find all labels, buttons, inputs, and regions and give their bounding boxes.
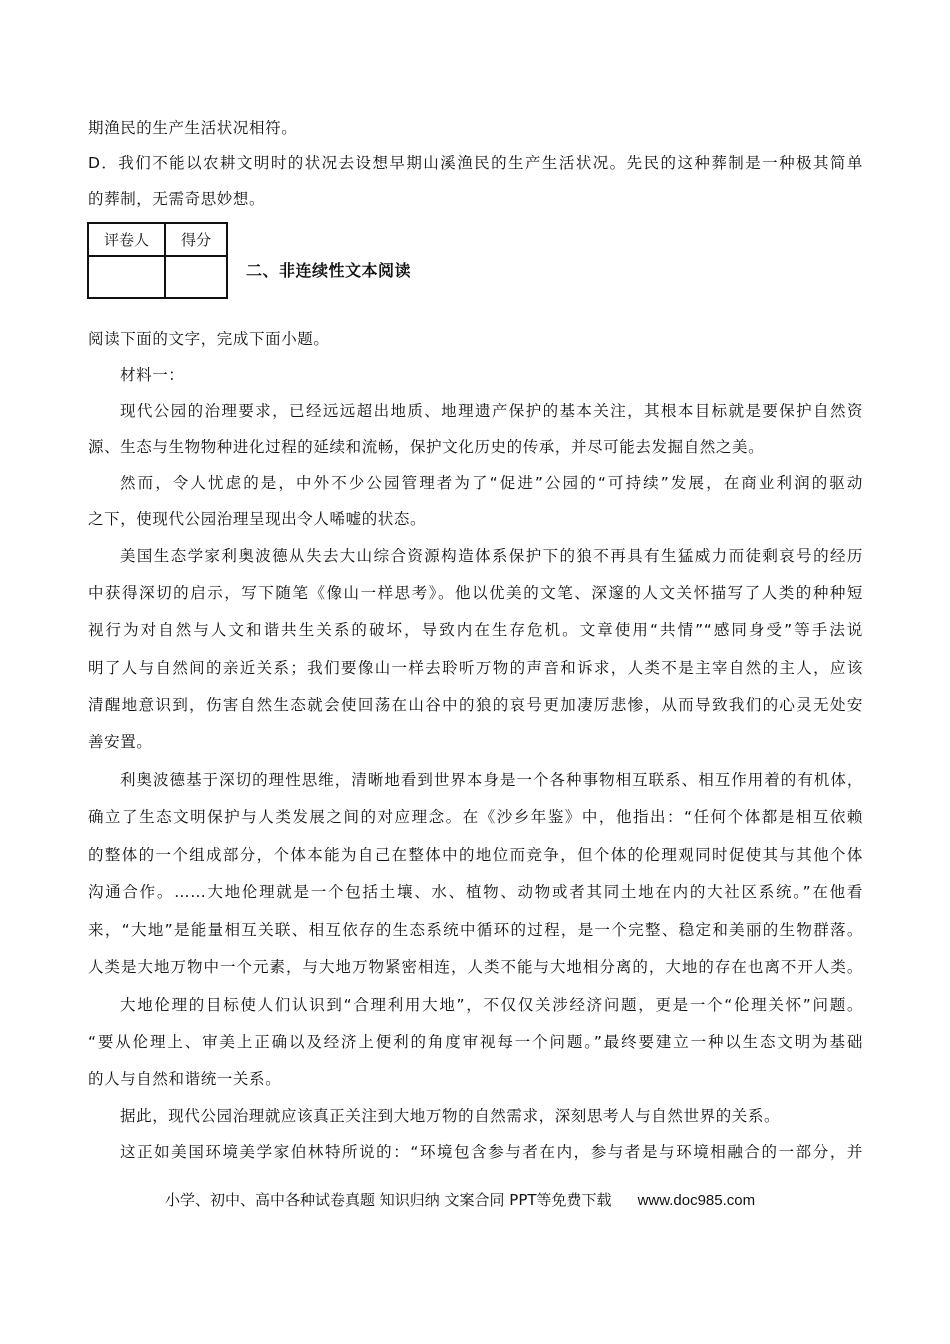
paragraph-2-line-1: 然而，令人忧虑的是，中外不少公园管理者为了“促进”公园的“可持续”发展，在商业利润的驱动 — [120, 474, 863, 492]
score-table — [87, 222, 228, 299]
paragraph-2-line-2: 之下，使现代公园治理呈现出令人唏嘘的状态。 — [88, 510, 427, 528]
reviewer-header: 评卷人 — [88, 223, 165, 256]
material-label: 材料一： — [120, 366, 185, 384]
score-header: 得分 — [165, 223, 227, 256]
paragraph-3-line-2: 中获得深切的启示，写下随笔《像山一样思考》。他以优美的文笔、深邃的人文关怀描写了人类的种种短 — [88, 584, 863, 602]
paragraph-4-line-3: 的整体的一个组成部分，个体本能为自己在整体中的地位而竞争，但个体的伦理观同时促使其与其他个体 — [88, 846, 863, 864]
paragraph-3-line-3: 视行为对自然与人文和谐共生关系的破坏，导致内在生存危机。文章使用“共情”“感同身受”等手法说 — [88, 621, 863, 639]
reviewer-cell — [88, 256, 165, 298]
option-c-tail: 期渔民的生产生活状况相符。 — [88, 119, 298, 137]
paragraph-4-line-6: 人类是大地万物中一个元素，与大地万物紧密相连，人类不能与大地相分离的，大地的存在也离不开人类。 — [88, 958, 863, 976]
paragraph-4-line-5: 来，“大地”是能量相互关联、相互依存的生态系统中循环的过程，是一个完整、稳定和美丽的生物群落。 — [88, 921, 863, 939]
paragraph-4-line-1: 利奥波德基于深切的理性思维，清晰地看到世界本身是一个各种事物相互联系、相互作用着的有机体， — [120, 771, 863, 789]
paragraph-7-line-1: 这正如美国环境美学家伯林特所说的：“环境包含参与者在内，参与者是与环境相融合的一部分，并 — [120, 1143, 863, 1161]
paragraph-1-line-1: 现代公园的治理要求，已经远远超出地质、地理遗产保护的基本关注，其根本目标就是要保护自然资 — [120, 402, 863, 420]
paragraph-3-line-6: 善安置。 — [88, 733, 153, 751]
paragraph-5-line-1: 大地伦理的目标使人们认识到“合理利用大地”，不仅仅关涉经济问题，更是一个“伦理关怀”问题。 — [120, 996, 863, 1014]
page-footer — [165, 1190, 755, 1211]
footer-text: 小学、初中、高中各种试卷真题 知识归纳 文案合同 PPT等免费下载 — [165, 1191, 612, 1209]
paragraph-3-line-5: 清醒地意识到，伤害自然生态就会使回荡在山谷中的狼的哀号更加凄厉悲惨，从而导致我们的心灵无处安 — [88, 696, 863, 714]
paragraph-4-line-4: 沟通合作。……大地伦理就是一个包括土壤、水、植物、动物或者其同土地在内的大社区系统。”在他看 — [88, 883, 863, 901]
paragraph-5-line-2: “要从伦理上、审美上正确以及经济上便利的角度审视每一个问题。”最终要建立一种以生态文明为基础 — [88, 1033, 863, 1051]
paragraph-6-line-1: 据此，现代公园治理就应该真正关注到大地万物的自然需求，深刻思考人与自然世界的关系。 — [120, 1107, 781, 1125]
paragraph-1-line-2: 源、生态与生物物种进化过程的延续和流畅，保护文化历史的传承，并尽可能去发掘自然之美。 — [88, 438, 765, 456]
paragraph-5-line-3: 的人与自然和谐统一关系。 — [88, 1070, 282, 1088]
instruction: 阅读下面的文字，完成下面小题。 — [88, 330, 330, 348]
paragraph-4-line-2: 确立了生态文明保护与人类发展之间的对应理念。在《沙乡年鉴》中，他指出：“任何个体都是相互依赖 — [88, 808, 863, 826]
score-cell — [165, 256, 227, 298]
option-d-line-2: 的葬制，无需奇思妙想。 — [88, 190, 266, 208]
footer-url[interactable]: www.doc985.com — [637, 1192, 756, 1209]
option-d-line-1: D．我们不能以农耕文明时的状况去设想早期山溪渔民的生产生活状况。先民的这种葬制是一种极其简单 — [88, 154, 863, 172]
paragraph-3-line-4: 明了人与自然间的亲近关系；我们要像山一样去聆听万物的声音和诉求，人类不是主宰自然的主人，应该 — [88, 659, 863, 677]
section-title: 二、非连续性文本阅读 — [246, 261, 412, 280]
paragraph-3-line-1: 美国生态学家利奥波德从失去大山综合资源构造体系保护下的狼不再具有生猛威力而徒剩哀号的经历 — [120, 547, 863, 565]
